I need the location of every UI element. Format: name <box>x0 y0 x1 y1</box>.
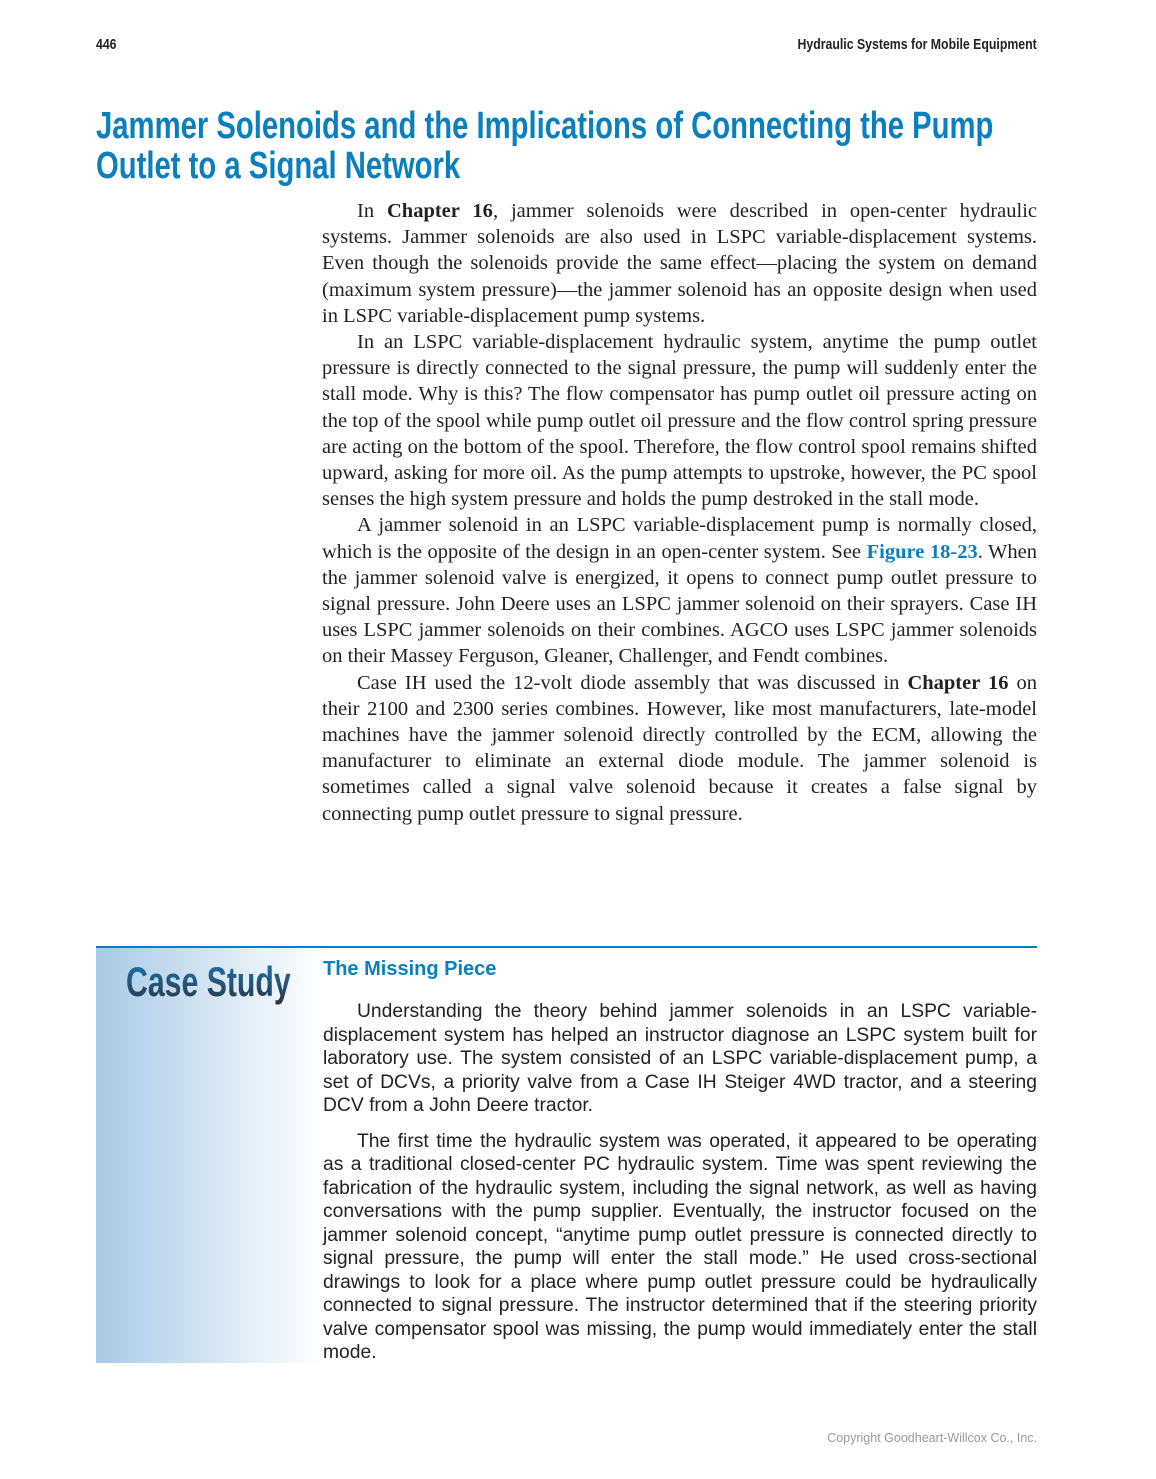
section-title-line: Outlet to a Signal Network <box>96 145 461 187</box>
page-number: 446 <box>96 36 117 53</box>
paragraph <box>322 198 1037 329</box>
paragraph: In an LSPC variable-displacement hydraulic system, anytime the pump outlet pressure is directly connected to the signal pressure, the pump will suddenly enter the stall mode. Why is this? The flow compensator has pump outlet oil pressure acting on the top of the spool while pump outlet oil pressure and the flow control spring pressure are acting on the bottom of the spool. Therefore, the flow control spool remains shifted upward, asking for more oil. As the pump attempts to upstroke, however, the PC spool senses the high system pressure and holds the pump destroked in the stall mode. <box>322 331 1037 511</box>
case-study-sidebar-panel <box>96 948 324 1363</box>
paragraph <box>322 670 1037 827</box>
case-study-label: Case Study <box>126 958 291 1005</box>
section-title-line: Jammer Solenoids and the Implications of Connecting the Pump <box>96 105 994 147</box>
paragraph: The first time the hydraulic system was operated, it appeared to be operating as a traditional closed-center PC hydraulic system. Time was spent reviewing the fabrication of the hydraulic system, including the signal network, as well as having conversations with the pump supplier. Eventually, the instructor focused on the jammer solenoid concept, “anytime pump outlet pressure is connected directly to signal pressure, the pump will enter the stall mode.” He used cross-sectional drawings to look for a place where pump outlet pressure could be hydraulically connected to signal pressure. The instructor determined that if the steering priority valve compensator spool was missing, the pump would immediately enter the stall mode. <box>323 1130 1037 1363</box>
case-study-title: The Missing Piece <box>323 958 497 980</box>
chapter-reference: Chapter 16 <box>387 200 493 222</box>
paragraph <box>322 512 1037 669</box>
section-title <box>96 106 1156 186</box>
body-text <box>322 198 1037 827</box>
text: . When the jammer solenoid valve is energized, it opens to connect pump outlet pressure to signal pressure. John Deere uses an LSPC jammer solenoid on their sprayers. Case IH uses LSPC jammer solenoids on their combines. AGCO uses LSPC jammer solenoids on their Massey Ferguson, Gleaner, Challenger, and Fendt combines. <box>322 540 1038 668</box>
text: , jammer solenoids were described in open-center hydraulic systems. Jammer solenoids are also used in LSPC variable-displacement systems. Even though the solenoids provide the same effect—placing the system on demand (maximum system pressure)—the jammer solenoid has an opposite design when used in LSPC variable-displacement pump systems. <box>322 200 1038 327</box>
text: Case IH used the 12-volt diode assembly that was discussed in <box>357 671 908 694</box>
text: on their 2100 and 2300 series combines. However, like most manufacturers, late-model machines have the jammer solenoid directly controlled by the ECM, allowing the manufacturer to eliminate an external diode module. The jammer solenoid is sometimes called a signal valve solenoid because it creates a false signal by connecting pump outlet pressure to signal pressure. <box>322 671 1037 825</box>
paragraph: Understanding the theory behind jammer solenoids in an LSPC variable-displacement system has helped an instructor diagnose an LSPC system built for laboratory use. The system consisted of an LSPC variable-displacement pump, a set of DCVs, a priority valve from a Case IH Steiger 4WD tractor, and a steering DCV from a John Deere tractor. <box>323 1001 1037 1116</box>
running-title: Hydraulic Systems for Mobile Equipment <box>797 36 1037 53</box>
case-study-body <box>323 1000 1037 1377</box>
figure-link[interactable]: Figure 18-23 <box>866 540 978 563</box>
text: In <box>357 200 387 222</box>
text: A jammer solenoid in an LSPC variable-displacement pump is normally closed, which is the opposite of the design in an open-center system. See <box>322 514 1037 563</box>
chapter-reference: Chapter 16 <box>907 671 1009 694</box>
copyright: Copyright Goodheart-Willcox Co., Inc. <box>827 1431 1037 1445</box>
